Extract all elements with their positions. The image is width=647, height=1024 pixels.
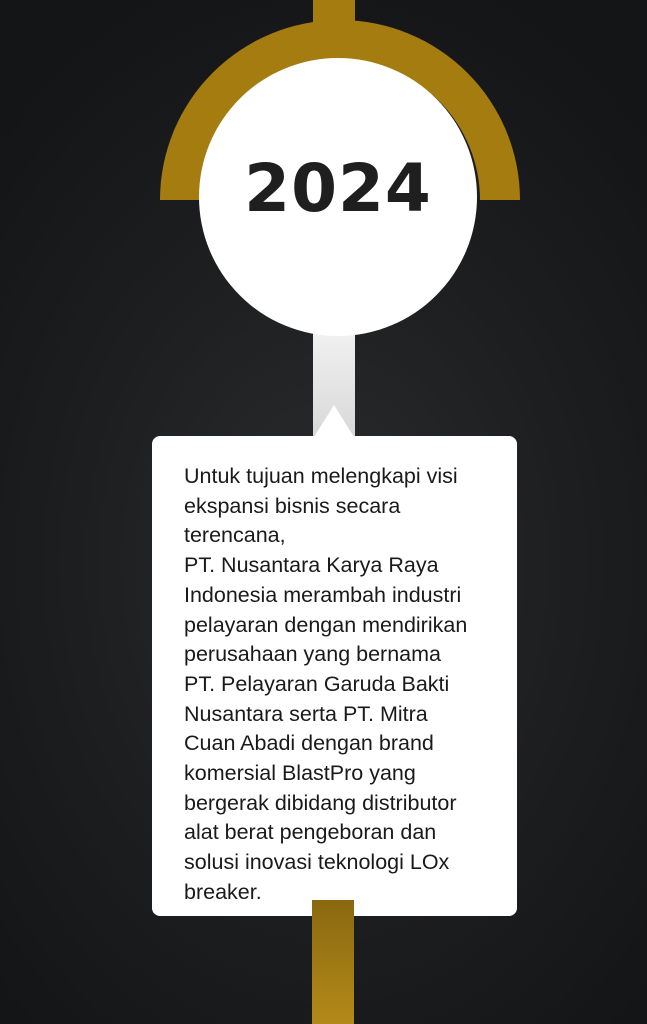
description-text: Untuk tujuan melengkapi visi ekspansi bisnis secara terencana, PT. Nusantara Karya Raya Indonesia merambah industri pelayaran dengan mendirikan perusahaan yang bernama PT. Pelayaran Garuda Bakti Nusantara serta PT. Mitra Cuan Abadi dengan brand komersial BlastPro yang bergerak dibidang distributor alat berat pengeboran dan solusi inovasi teknologi LOx breaker. [184, 464, 468, 904]
timeline-line-bottom [312, 900, 354, 1024]
description-card [152, 436, 517, 916]
year-badge [199, 58, 477, 336]
year-label: 2024 [244, 149, 432, 227]
card-pointer-arrow [314, 405, 354, 437]
